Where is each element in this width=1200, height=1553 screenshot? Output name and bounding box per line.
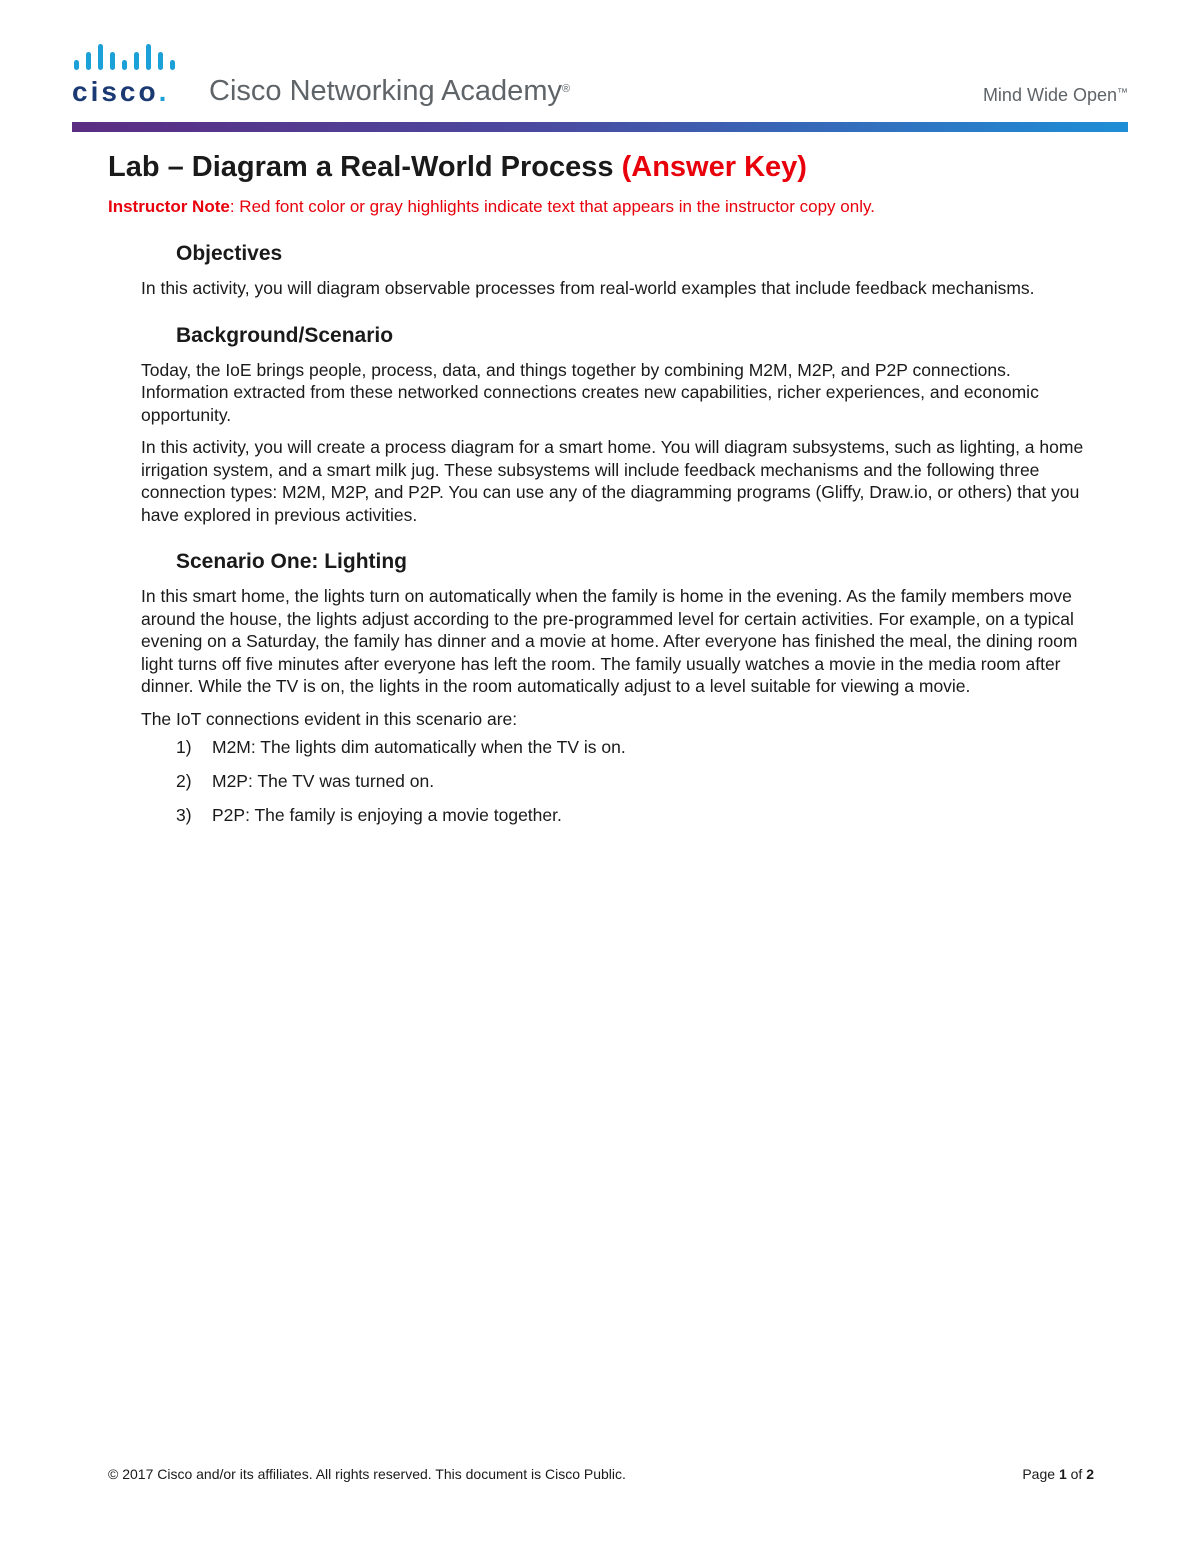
background-paragraph-1: Today, the IoE brings people, process, data, and things together by combining M2M, M2P, and P2P connections. Information extracted from these networked connections creates new capabilities, richer experiences, and economic opportunity. — [141, 359, 1039, 425]
background-heading: Background/Scenario — [176, 323, 394, 347]
scenario-one-paragraph: In this smart home, the lights turn on automatically when the family is home in the evening. As the family members move around the house, the lights adjust according to the pre-programmed level for certain activities. For example, on a typical evening on a Saturday, the family has dinner and a movie at home. After everyone has finished the meal, the dining room light turns off five minutes after everyone has left the room. The family usually watches a movie in the media room after dinner. While the TV is on, the lights in the room automatically adjust to a level suitable for viewing a movie. — [141, 586, 1078, 696]
cisco-bars-icon — [74, 44, 182, 76]
cisco-wordmark: cisco. — [72, 76, 170, 107]
instructor-note — [108, 196, 1098, 218]
academy-name: Cisco Networking Academy® — [209, 75, 571, 107]
answer-key-label: (Answer Key) — [621, 151, 807, 183]
scenario-one-heading: Scenario One: Lighting — [176, 550, 408, 573]
list-item-number: 1) — [176, 737, 192, 757]
list-item-text: P2P: The family is enjoying a movie together. — [212, 805, 562, 825]
objectives-heading: Objectives — [176, 242, 283, 265]
cisco-logo — [72, 44, 184, 107]
instructor-note-label: Instructor Note — [108, 197, 230, 216]
page-header — [72, 40, 1128, 132]
page-number: Page 1 of 2 — [1022, 1466, 1094, 1482]
document-body — [108, 148, 1098, 838]
instructor-note-text: : Red font color or gray highlights indicate text that appears in the instructor copy only. — [229, 197, 875, 216]
list-item — [108, 736, 1098, 770]
list-item-number: 3) — [176, 805, 192, 825]
background-paragraph-2: In this activity, you will create a process diagram for a smart home. You will diagram subsystems, such as lighting, a home irrigation system, and a smart milk jug. These subsystems will include feedback mechanisms and the following three connection types: M2M, M2P, and P2P. You can use any of the diagramming programs (Gliffy, Draw.io, or others) that you have explored in previous activities. — [141, 437, 1084, 525]
list-item — [108, 804, 1098, 838]
list-item-number: 2) — [176, 771, 192, 791]
tagline: Mind Wide Open™ — [982, 85, 1128, 105]
list-item-text: M2P: The TV was turned on. — [212, 771, 435, 791]
page-footer — [108, 1463, 1094, 1485]
list-item-text: M2M: The lights dim automatically when the TV is on. — [212, 737, 626, 757]
document-title: Lab – Diagram a Real-World Process (Answer Key) — [108, 151, 807, 183]
header-rule — [72, 122, 1128, 132]
copyright-notice: © 2017 Cisco and/or its affiliates. All rights reserved. This document is Cisco Public. — [108, 1466, 626, 1482]
objectives-paragraph: In this activity, you will diagram observable processes from real-world examples that include feedback mechanisms. — [141, 278, 1035, 298]
connections-list — [108, 736, 1098, 838]
connections-intro: The IoT connections evident in this scenario are: — [141, 708, 518, 729]
list-item — [108, 770, 1098, 804]
